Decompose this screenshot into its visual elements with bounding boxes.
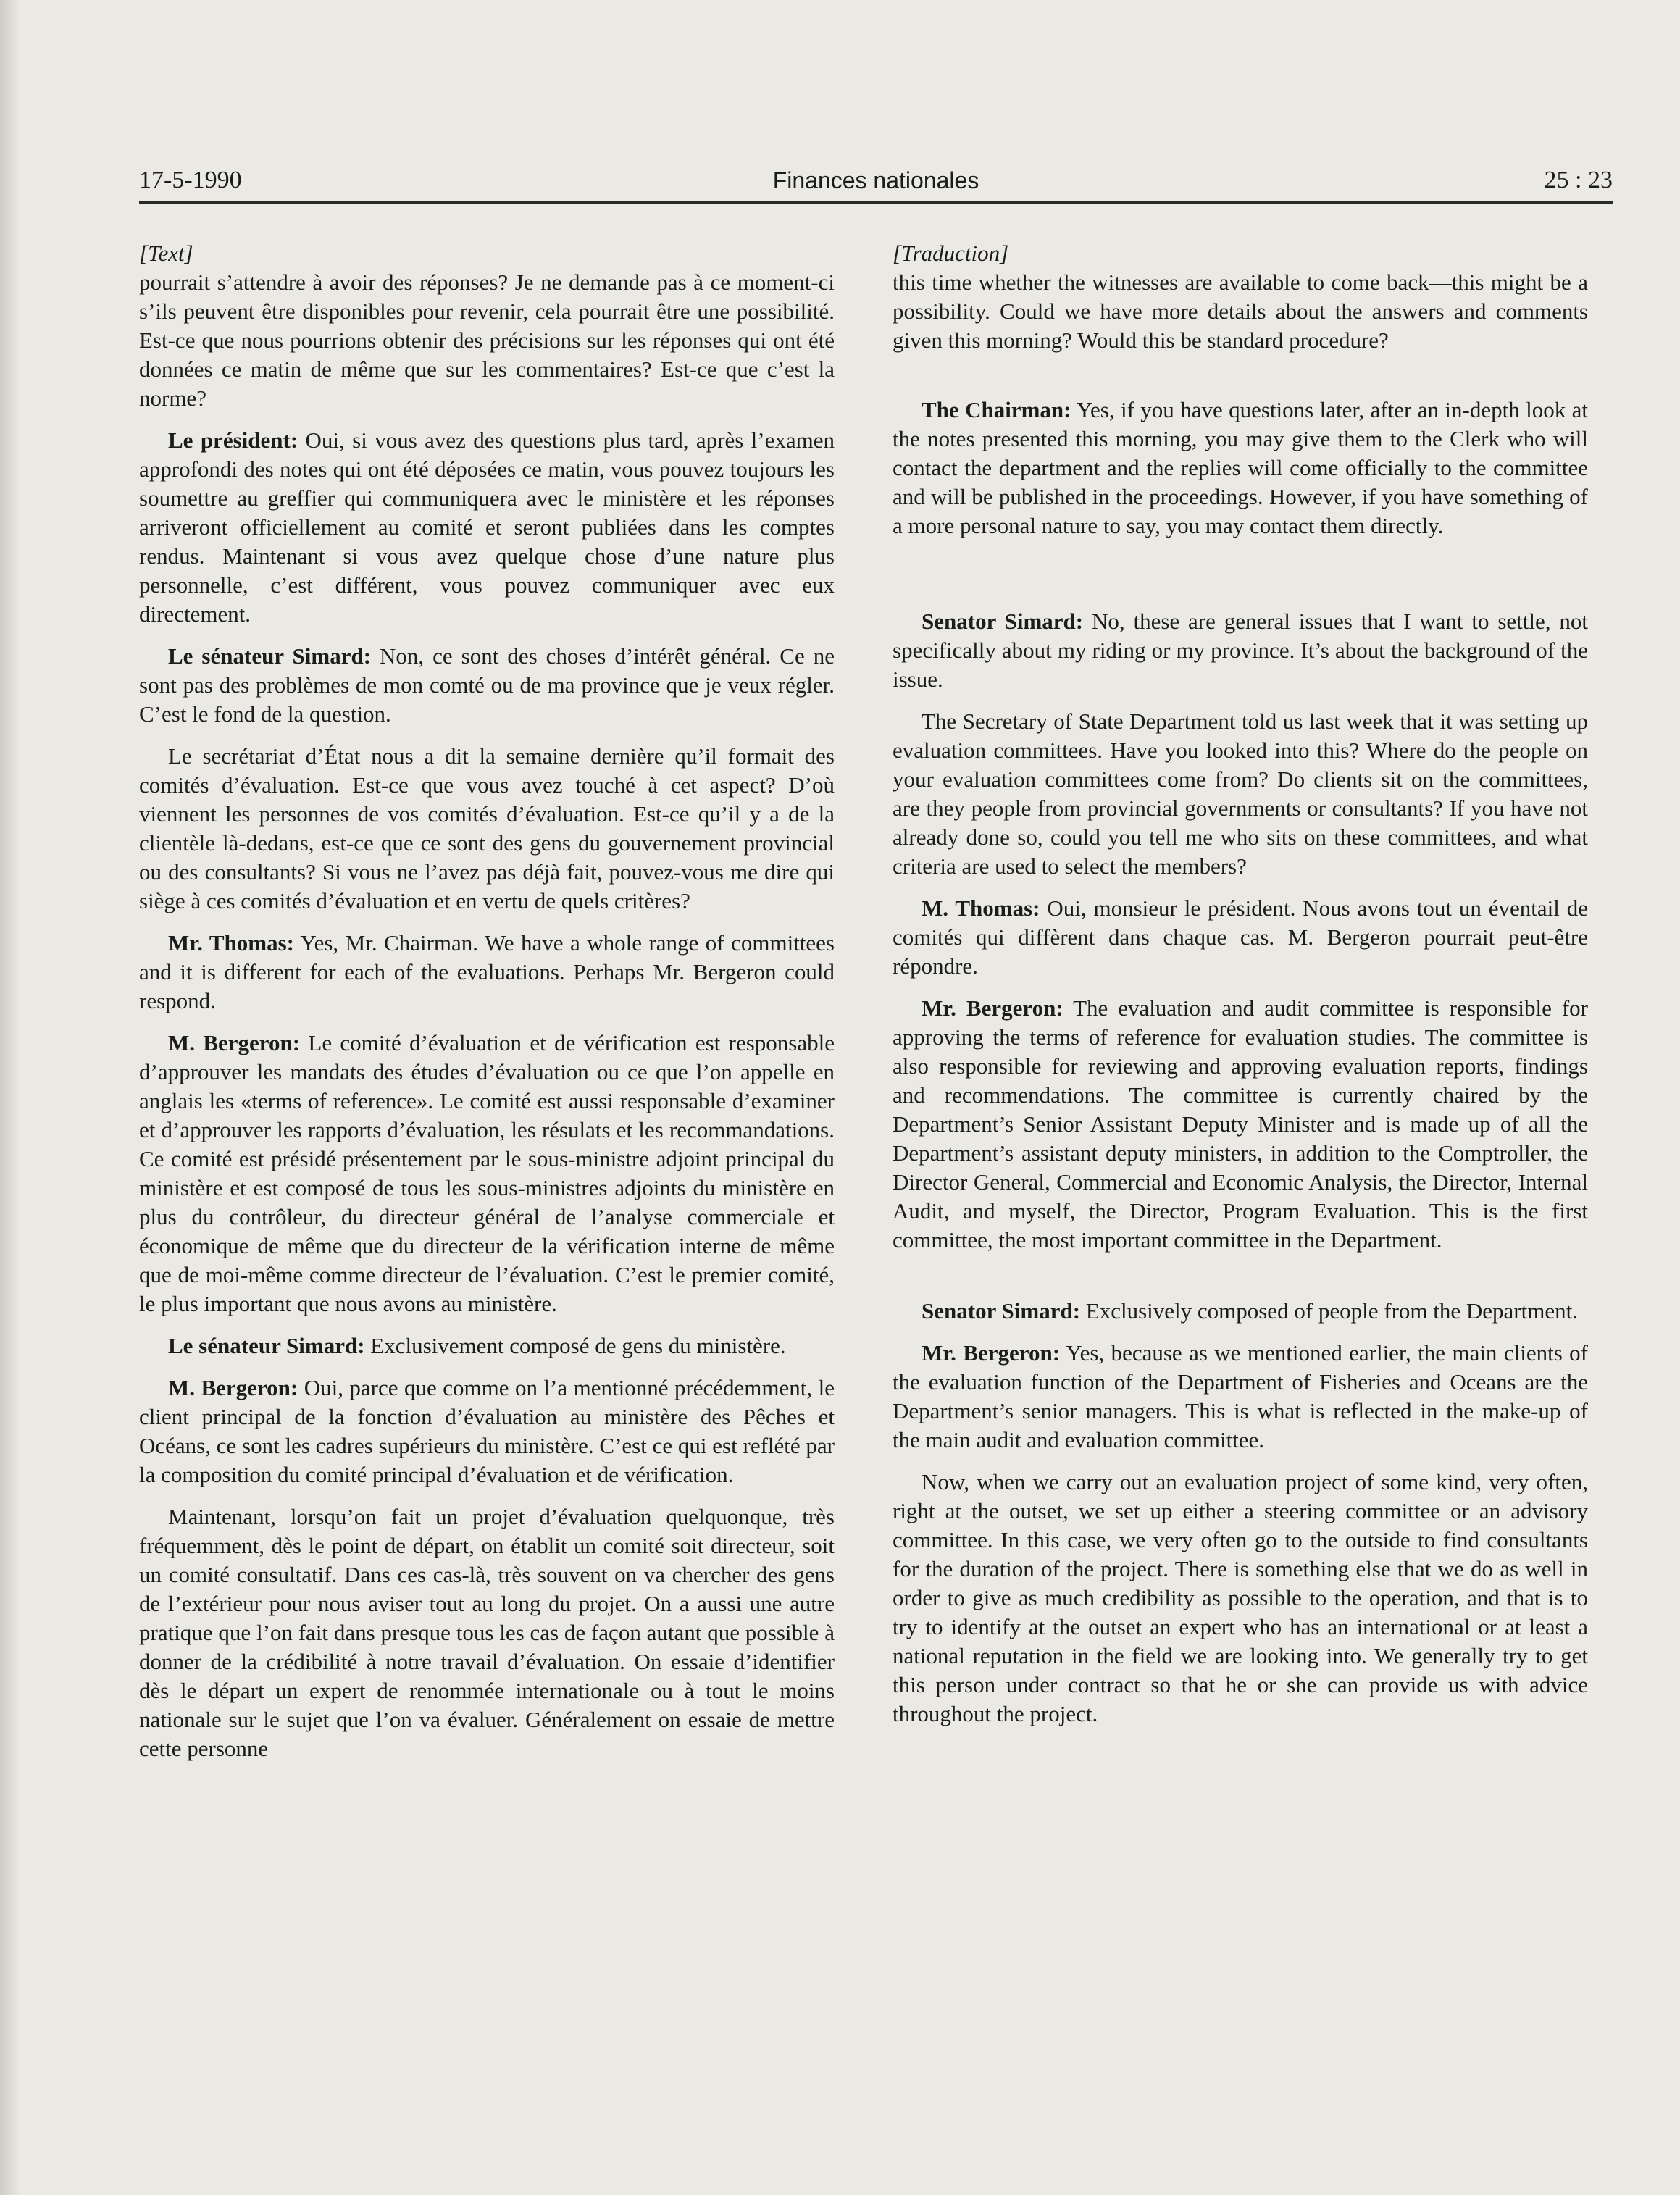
header-title: Finances nationales xyxy=(772,167,979,193)
speaker-name: M. Thomas: xyxy=(922,895,1040,921)
column-tag: [Traduction] xyxy=(893,241,1009,266)
speaker-name: M. Bergeron: xyxy=(168,1030,301,1055)
column-french xyxy=(139,239,835,1776)
column-tag: [Text] xyxy=(139,241,193,266)
paragraph: Le président: Oui, si vous avez des questions plus tard, après l’examen approfondi des notes qui ont été déposées ce matin, vous pouvez toujours les soumettre au greffier qui communiquera avec le ministère et les réponses arriveront officiellement au comité et seront publiées dans les comptes rendus. Maintenant si vous avez quelque chose d’une nature plus personnelle, c’est différent, vous pouvez communiquer avec eux directement. xyxy=(139,427,835,627)
speaker-name: M. Bergeron: xyxy=(168,1375,298,1400)
paragraph: Now, when we carry out an evaluation project of some kind, very often, right at the outset, we set up either a steering committee or an advisory committee. In this case, we very often go to the outside to find consultants for the duration of the project. There is something else that we do as well in order to give as much credibility as possible to the operation, and that is to try to identify at the outset an expert who has an international or at least a national reputation in the field we are looking into. We generally try to get this person under contract so that he or she can provide us with advice throughout the project. xyxy=(893,1469,1588,1726)
speaker-name: The Chairman: xyxy=(922,397,1071,422)
speaker-name: Le président: xyxy=(168,427,298,453)
page-edge-shadow xyxy=(0,0,20,2195)
header-page-number: 25 : 23 xyxy=(1544,167,1613,193)
paragraph: Le secrétariat d’État nous a dit la semaine dernière qu’il formait des comités d’évaluation. Est-ce que vous avez touché à cet aspect? D’où viennent les personnes de vos comités d’évaluation. Est-ce qu’il y a de la clientèle là-dedans, est-ce que ce sont des gens du gouvernement provincial ou des consultants? Si vous ne l’avez pas déjà fait, pouvez-vous me dire qui siège à ces comités d’évaluation et en vertu de quels critères? xyxy=(139,743,835,913)
paragraph: The Secretary of State Department told us last week that it was setting up evaluation committees. Have you looked into this? Where do the people on your evaluation committees come from? Do clients sit on the committees, are they people from provincial governments or consultants? If you have not already done so, could you tell me who sits on these committees, and what criteria are used to select the members? xyxy=(893,708,1588,879)
paragraph: The Chairman: Yes, if you have questions later, after an in-depth look at the notes presented this morning, you may give them to the Clerk who will contact the department and the replies will come officially to the committee and will be published in the proceedings. However, if you have something of a more personal nature to say, you may contact them directly. xyxy=(893,397,1588,538)
running-header xyxy=(139,158,1613,204)
speaker-name: Senator Simard: xyxy=(922,609,1084,634)
paragraph: M. Thomas: Oui, monsieur le président. Nous avons tout un éventail de comités qui diffèrent dans chaque cas. M. Bergeron pourrait peut-être répondre. xyxy=(893,895,1588,979)
paragraph: M. Bergeron: Le comité d’évaluation et de vérification est responsable d’approuver les mandats des études d’évaluation ou ce que l’on appelle en anglais les «terms of reference». Le comité est aussi responsable d’examiner et d’approuver les rapports d’évaluation, les résulats et les recommandations. Ce comité est présidé présentement par le sous-ministre adjoint principal du ministère et est composé de tous les sous-ministres adjoints du ministère en plus du contrôleur, du directeur général de l’analyse commerciale et économique de même que du directeur de la vérification interne de même que de moi-même comme directeur de l’évaluation. C’est le premier comité, le plus important que nous avons au ministère. xyxy=(139,1030,835,1316)
paragraph: M. Bergeron: Oui, parce que comme on l’a mentionné précédemment, le client principal de la fonction d’évaluation au ministère des Pêches et Océans, ce sont les cadres supérieurs du ministère. C’est ce qui est reflété par la composition du comité principal d’évaluation et de vérification. xyxy=(139,1375,835,1487)
paragraph: Le sénateur Simard: Non, ce sont des choses d’intérêt général. Ce ne sont pas des problèmes de mon comté ou de ma province que je veux régler. C’est le fond de la question. xyxy=(139,643,835,727)
paragraph: pourrait s’attendre à avoir des réponses? Je ne demande pas à ce moment-ci s’ils peuvent être disponibles pour revenir, cela pourrait être une possibilité. Est-ce que nous pourrions obtenir des précisions sur les réponses qui ont été données ce matin de même que sur les commentaires? Est-ce que c’est la norme? xyxy=(139,269,835,411)
header-date: 17-5-1990 xyxy=(139,167,242,193)
speaker-name: Le sénateur Simard: xyxy=(168,1333,365,1358)
paragraph: Mr. Thomas: Yes, Mr. Chairman. We have a whole range of committees and it is different for each of the evaluations. Perhaps Mr. Bergeron could respond. xyxy=(139,930,835,1013)
speaker-name: Mr. Bergeron: xyxy=(922,1340,1061,1366)
column-english xyxy=(893,239,1588,1742)
paragraph: Le sénateur Simard: Exclusivement composé de gens du ministère. xyxy=(168,1333,786,1358)
paragraph: Senator Simard: Exclusively composed of people from the Department. xyxy=(922,1298,1578,1324)
speaker-name: Senator Simard: xyxy=(922,1298,1081,1324)
paragraph: this time whether the witnesses are available to come back—this might be a possibility. Could we have more details about the answers and comments given this morning? Would this be standard procedure? xyxy=(893,269,1588,353)
speaker-name: Le sénateur Simard: xyxy=(168,643,372,669)
speaker-name: Mr. Bergeron: xyxy=(922,995,1063,1021)
speaker-name: Mr. Thomas: xyxy=(168,930,294,956)
paragraph: Senator Simard: No, these are general issues that I want to settle, not specifically about my riding or my province. It’s about the background of the issue. xyxy=(893,609,1588,692)
paragraph: Mr. Bergeron: Yes, because as we mentioned earlier, the main clients of the evaluation function of the Department of Fisheries and Oceans are the Department’s senior managers. This is what is reflected in the make-up of the main audit and evaluation committee. xyxy=(893,1340,1588,1452)
paragraph: Mr. Bergeron: The evaluation and audit committee is responsible for approving the terms of reference for evaluation studies. The committee is also responsible for reviewing and approving evaluation reports, findings and recommendations. The committee is currently chaired by the Department’s Senior Assistant Deputy Minister and is made up of all the Department’s assistant deputy ministers, in addition to the Comptroller, the Director General, Commercial and Economic Analysis, the Director, Internal Audit, and myself, the Director, Program Evaluation. This is the first committee, the most important committee in the Department. xyxy=(893,995,1588,1253)
paragraph: Maintenant, lorsqu’on fait un projet d’évaluation quelquonque, très fréquemment, dès le point de départ, on établit un comité soit directeur, soit un comité consultatif. Dans ces cas-là, très souvent on va chercher des gens de l’extérieur pour nous aviser tout au long du projet. On a aussi une autre pratique que l’on fait dans presque tous les cas de façon autant que possible à donner de la crédibilité à notre travail d’évaluation. On essaie d’identifier dès le départ un expert de renommée internationale ou à tout le moins nationale sur le sujet que l’on va évaluer. Généralement on essaie de mettre cette personne xyxy=(139,1504,835,1761)
